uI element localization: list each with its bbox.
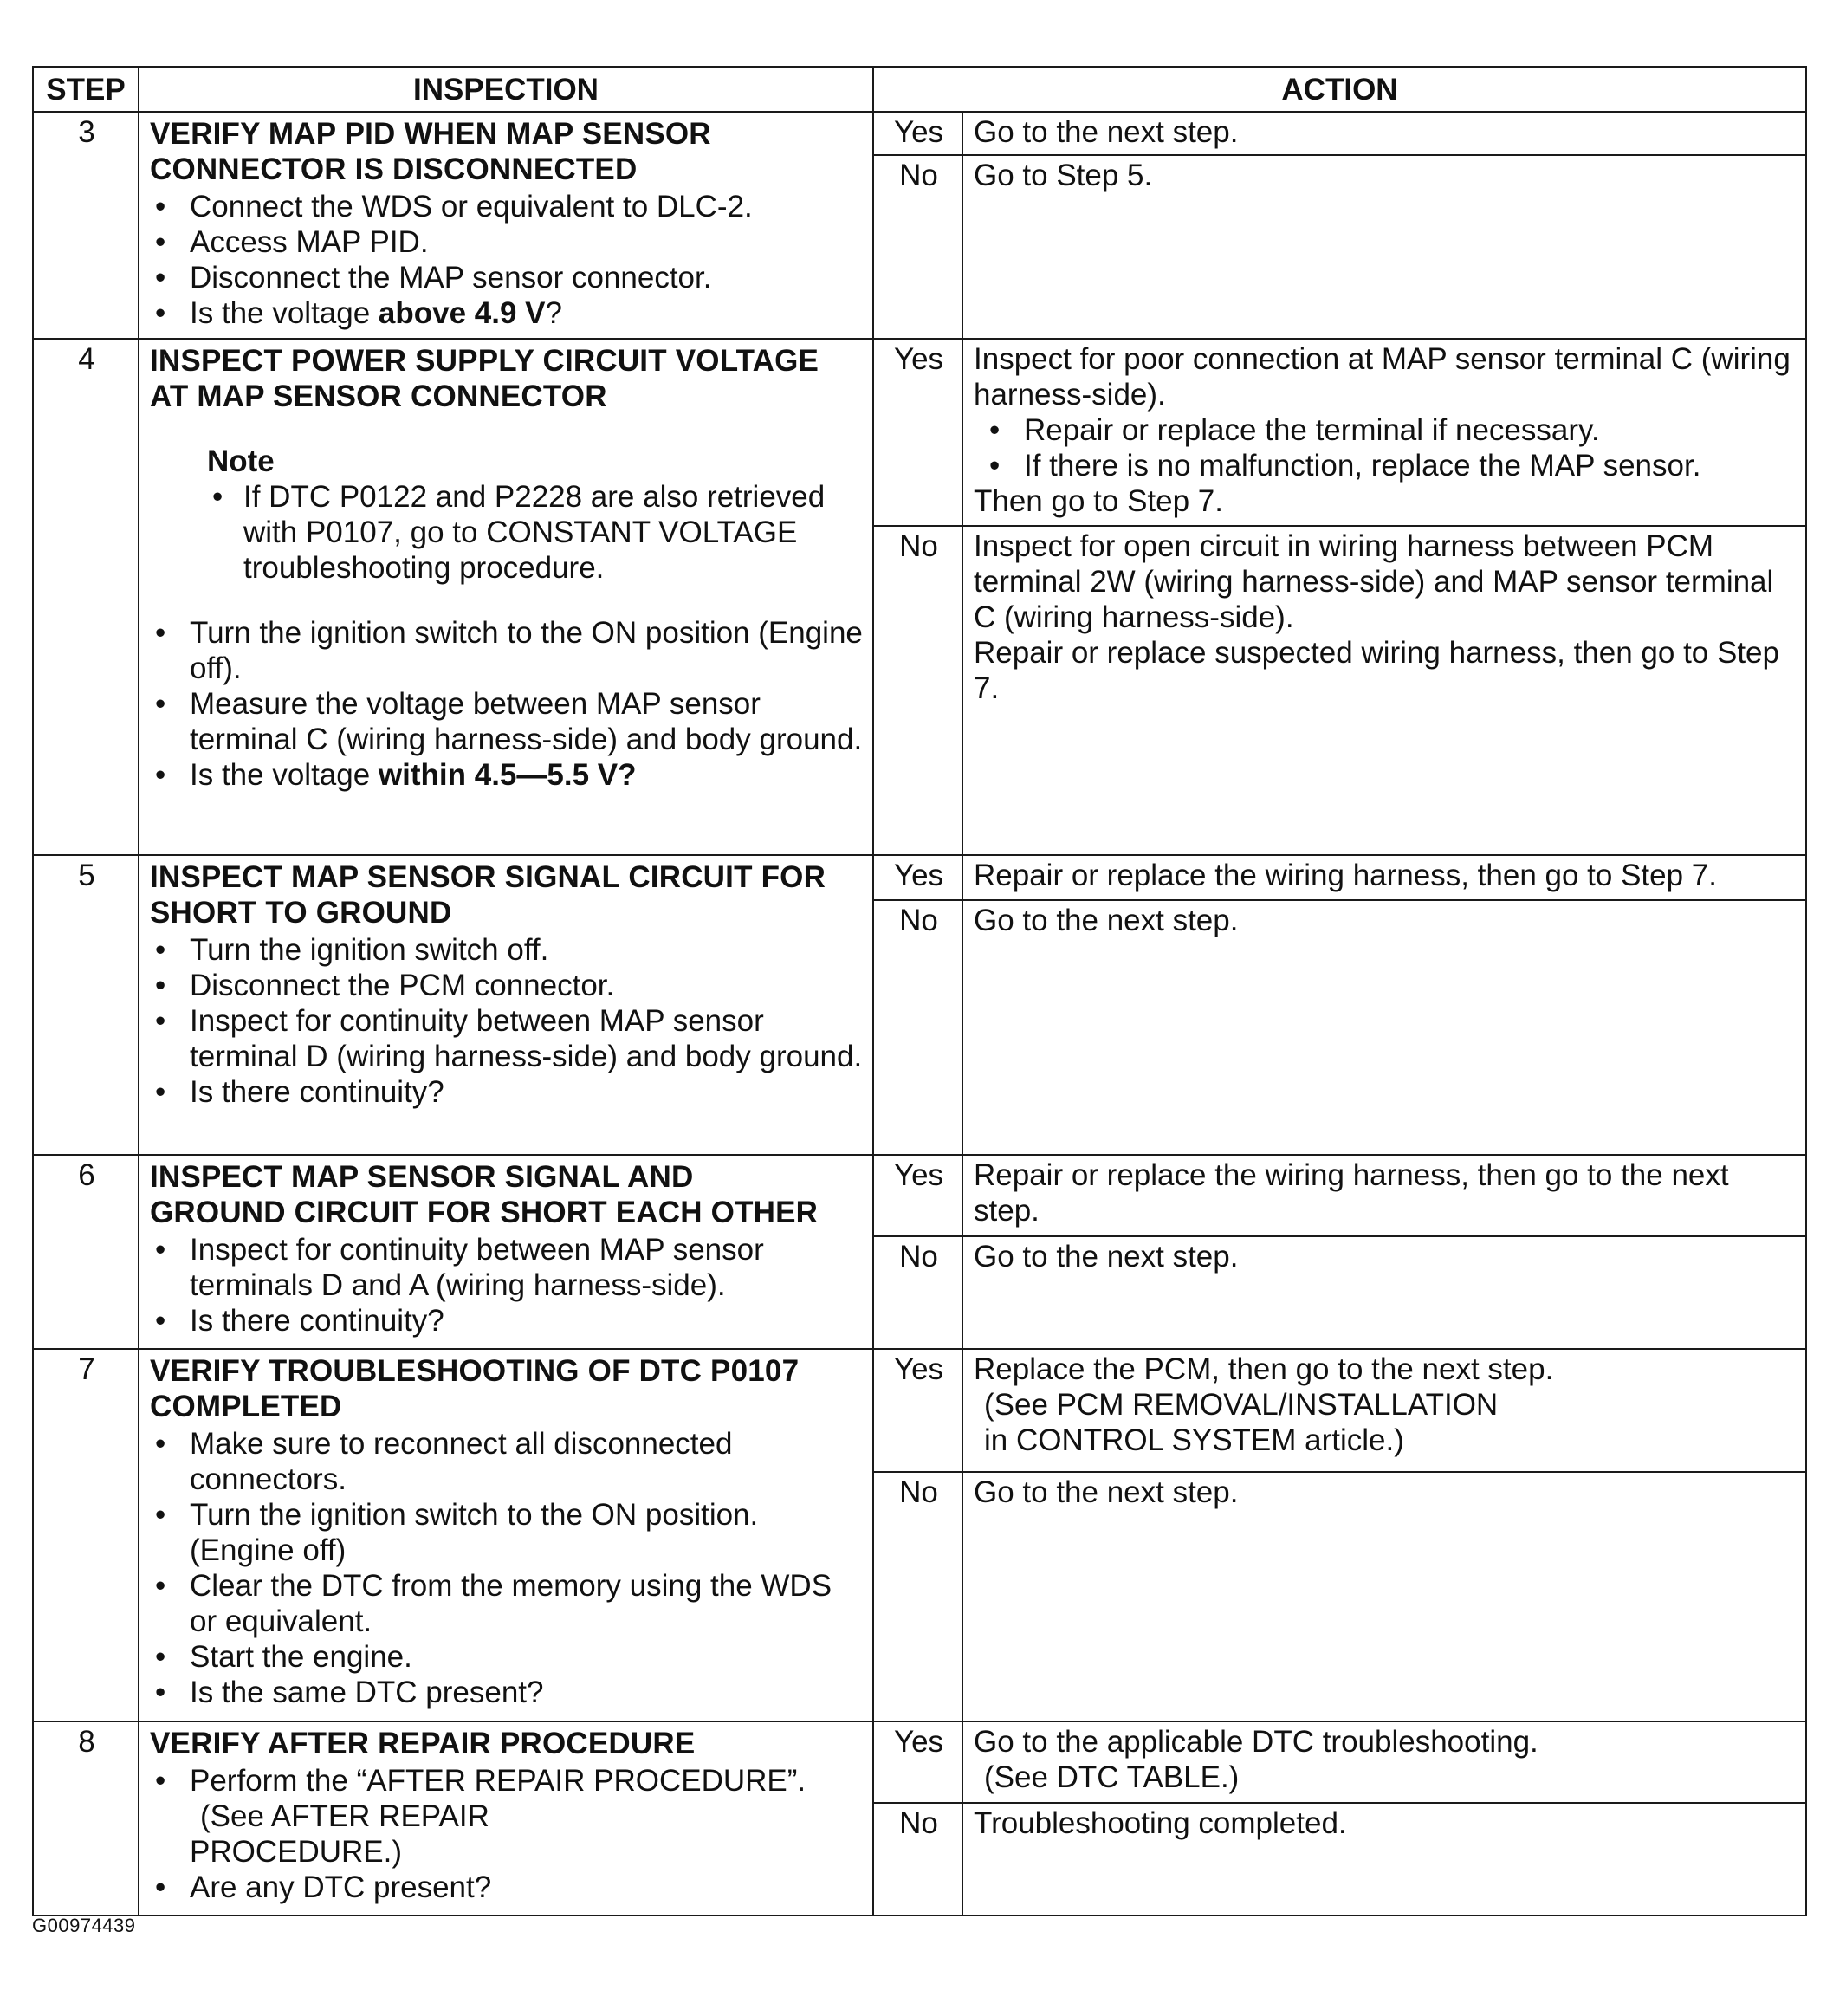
step-number: 4 xyxy=(33,339,139,855)
list-item: • Is there continuity? xyxy=(190,1303,864,1339)
note-heading: Note xyxy=(207,444,275,478)
yes-action: Replace the PCM, then go to the next step. (See PCM REMOVAL/INSTALLATION in CONTROL SYSTEM article.) xyxy=(962,1349,1806,1472)
list-item: • Is the voltage within 4.5—5.5 V? xyxy=(190,757,864,793)
yes-label: Yes xyxy=(873,1721,962,1803)
inspection-cell xyxy=(139,339,873,855)
list-item: • Turn the ignition switch to the ON position (Engine off). xyxy=(190,615,864,686)
no-action: Go to the next step. xyxy=(962,900,1806,1155)
header-action: ACTION xyxy=(873,67,1806,112)
inspection-list xyxy=(150,1763,864,1905)
yes-action: Go to the next step. xyxy=(962,112,1806,155)
no-action: Go to the next step. xyxy=(962,1472,1806,1721)
list-item: • Access MAP PID. xyxy=(190,224,864,260)
list-item: • Connect the WDS or equivalent to DLC-2. xyxy=(190,189,864,224)
yes-action: Go to the applicable DTC troubleshooting. (See DTC TABLE.) xyxy=(962,1721,1806,1803)
yes-label: Yes xyxy=(873,339,962,526)
yes-action: Repair or replace the wiring harness, then go to the next step. xyxy=(962,1155,1806,1236)
step-number: 8 xyxy=(33,1721,139,1916)
no-label: No xyxy=(873,155,962,339)
step-title: VERIFY AFTER REPAIR PROCEDURE xyxy=(150,1727,696,1760)
figure-id: G00974439 xyxy=(32,1915,136,1936)
inspection-cell xyxy=(139,112,873,339)
list-item: • Measure the voltage between MAP sensor terminal C (wiring harness-side) and body ground. xyxy=(190,686,864,757)
step-number: 6 xyxy=(33,1155,139,1349)
list-item: • Turn the ignition switch off. xyxy=(190,932,864,968)
list-item: • Disconnect the PCM connector. xyxy=(190,968,864,1003)
inspection-list xyxy=(150,615,864,793)
list-item: • Are any DTC present? xyxy=(190,1870,864,1905)
list-item: • Is the same DTC present? xyxy=(190,1675,864,1710)
table-header-row xyxy=(33,67,1806,112)
header-inspection: INSPECTION xyxy=(139,67,873,112)
inspection-cell xyxy=(139,855,873,1155)
inspection-list xyxy=(150,189,864,331)
no-label: No xyxy=(873,900,962,1155)
table-row xyxy=(33,339,1806,526)
list-item: • Disconnect the MAP sensor connector. xyxy=(190,260,864,295)
no-label: No xyxy=(873,1803,962,1916)
inspection-cell xyxy=(139,1349,873,1721)
no-action: Go to the next step. xyxy=(962,1236,1806,1349)
yes-label: Yes xyxy=(873,112,962,155)
step-title: VERIFY MAP PID WHEN MAP SENSOR CONNECTOR IS DISCONNECTED xyxy=(150,117,711,186)
step-title: INSPECT MAP SENSOR SIGNAL AND GROUND CIRCUIT FOR SHORT EACH OTHER xyxy=(150,1160,819,1229)
header-step: STEP xyxy=(33,67,139,112)
list-item: • Repair or replace the terminal if necessary. xyxy=(1024,412,1797,448)
inspection-cell xyxy=(139,1721,873,1916)
list-item: • Start the engine. xyxy=(190,1639,864,1675)
diagnostic-table xyxy=(32,66,1807,1916)
yes-label: Yes xyxy=(873,1155,962,1236)
table-row xyxy=(33,1349,1806,1472)
yes-label: Yes xyxy=(873,1349,962,1472)
action-list xyxy=(974,412,1797,483)
table-row xyxy=(33,112,1806,155)
note-list xyxy=(150,479,864,586)
step-number: 3 xyxy=(33,112,139,339)
step-number: 7 xyxy=(33,1349,139,1721)
step-title: INSPECT POWER SUPPLY CIRCUIT VOLTAGE AT MAP SENSOR CONNECTOR xyxy=(150,344,819,413)
yes-action: Repair or replace the wiring harness, then go to Step 7. xyxy=(962,855,1806,900)
yes-label: Yes xyxy=(873,855,962,900)
no-label: No xyxy=(873,1472,962,1721)
list-item: • Inspect for continuity between MAP sensor terminal D (wiring harness-side) and body ground. xyxy=(190,1003,864,1074)
no-action: Go to Step 5. xyxy=(962,155,1806,339)
list-item: • Is there continuity? xyxy=(190,1074,864,1110)
note-item: • If DTC P0122 and P2228 are also retrieved with P0107, go to CONSTANT VOLTAGE troubleshooting procedure. xyxy=(243,479,864,586)
list-item: • Clear the DTC from the memory using the WDS or equivalent. xyxy=(190,1568,864,1639)
no-action: Inspect for open circuit in wiring harness between PCM terminal 2W (wiring harness-side) and MAP sensor terminal C (wiring harness-side). Repair or replace suspected wiring harness, then go to Step 7. xyxy=(962,526,1806,855)
table-row xyxy=(33,1721,1806,1803)
inspection-list xyxy=(150,932,864,1110)
table-row xyxy=(33,855,1806,900)
list-item: • Turn the ignition switch to the ON position. (Engine off) xyxy=(190,1497,864,1568)
list-item: • Perform the “AFTER REPAIR PROCEDURE”. (See AFTER REPAIR PROCEDURE.) xyxy=(190,1763,864,1870)
yes-action: Inspect for poor connection at MAP sensor terminal C (wiring harness-side). • Repair or replace the terminal if necessary. • If there is no malfunction, replace the MAP sensor. Then go to Step 7. xyxy=(962,339,1806,526)
no-action: Troubleshooting completed. xyxy=(962,1803,1806,1916)
step-title: INSPECT MAP SENSOR SIGNAL CIRCUIT FOR SHORT TO GROUND xyxy=(150,860,826,930)
no-label: No xyxy=(873,1236,962,1349)
inspection-list xyxy=(150,1426,864,1710)
list-item: • Is the voltage above 4.9 V? xyxy=(190,295,864,331)
step-number: 5 xyxy=(33,855,139,1155)
table-row xyxy=(33,1155,1806,1236)
inspection-list xyxy=(150,1232,864,1339)
no-label: No xyxy=(873,526,962,855)
list-item: • Inspect for continuity between MAP sensor terminals D and A (wiring harness-side). xyxy=(190,1232,864,1303)
inspection-cell xyxy=(139,1155,873,1349)
list-item: • Make sure to reconnect all disconnected connectors. xyxy=(190,1426,864,1497)
list-item: • If there is no malfunction, replace the MAP sensor. xyxy=(1024,448,1797,483)
step-title: VERIFY TROUBLESHOOTING OF DTC P0107 COMPLETED xyxy=(150,1354,800,1423)
